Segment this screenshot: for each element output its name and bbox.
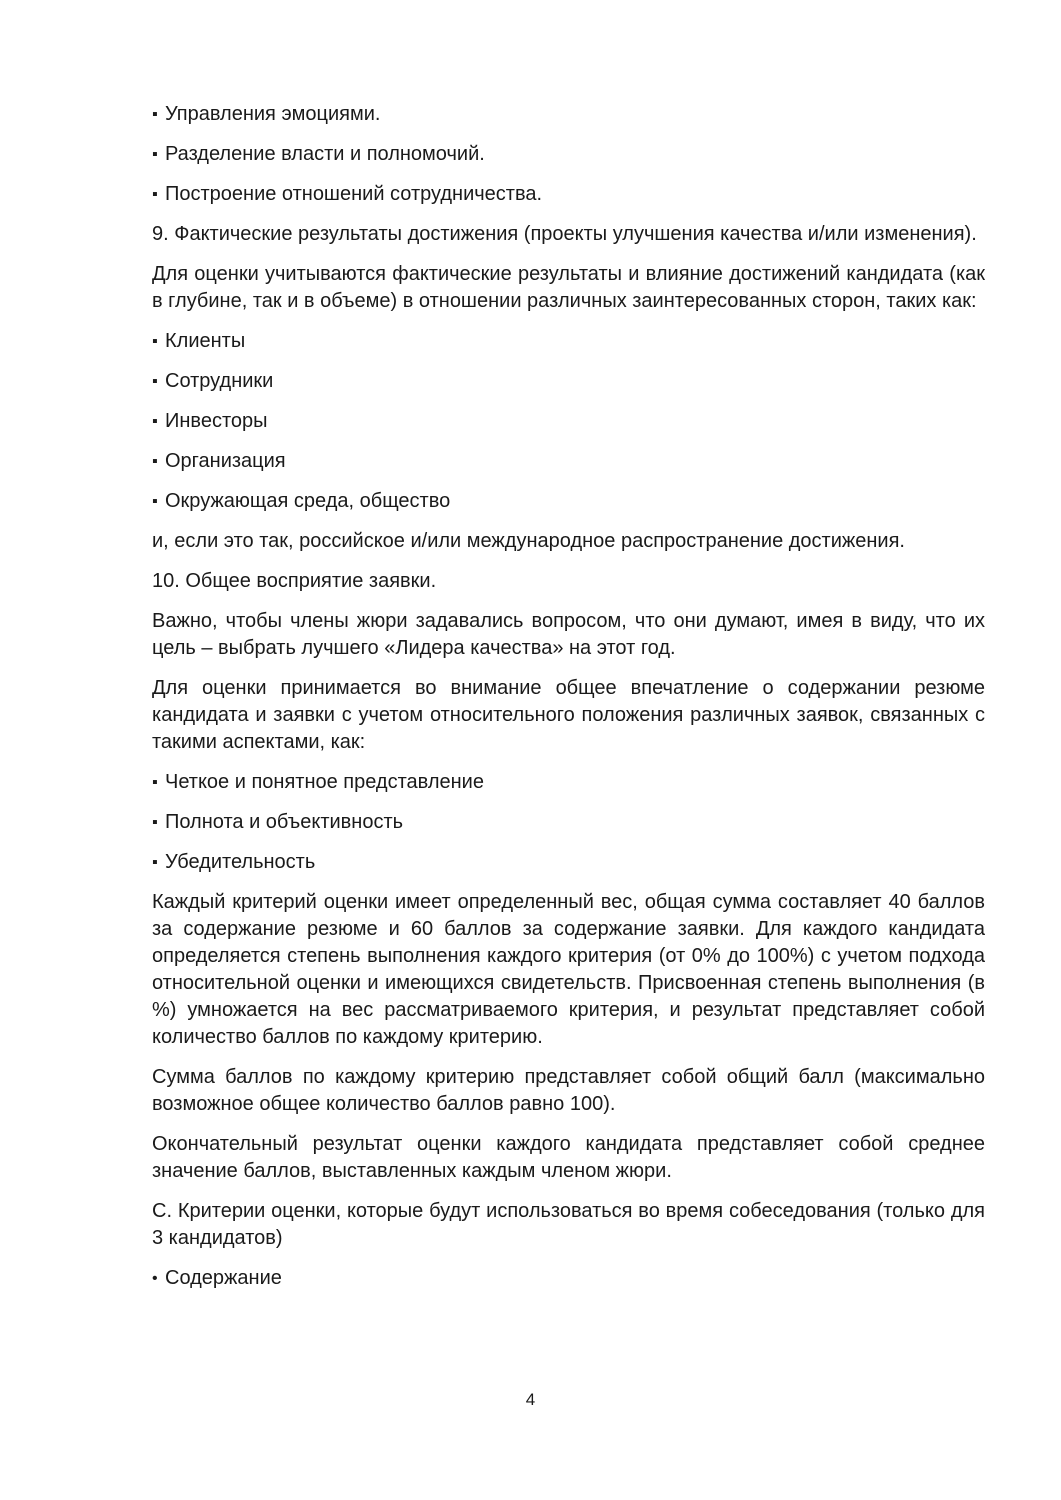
- section-heading-9: 9. Фактические результаты достижения (проекты улучшения качества и/или изменения).: [152, 223, 977, 245]
- bullet-marker: •: [152, 1270, 158, 1287]
- bullet-text: Содержание: [165, 1267, 282, 1289]
- bullet-item: [152, 769, 985, 796]
- bullet-text: Окружающая среда, общество: [165, 490, 451, 512]
- bullet-item: [152, 141, 985, 168]
- bullet-text: Разделение власти и полномочий.: [165, 143, 485, 165]
- bullet-marker: ▪: [152, 453, 158, 470]
- bullet-text: Организация: [165, 450, 286, 472]
- bullet-marker: ▪: [152, 413, 158, 430]
- bullet-item: [152, 488, 985, 515]
- page-body: [152, 101, 985, 1305]
- bullet-text: Убедительность: [165, 851, 316, 873]
- bullet-marker: ▪: [152, 186, 158, 203]
- paragraph: Каждый критерий оценки имеет определенный вес, общая сумма составляет 40 баллов за содержание резюме и 60 баллов за содержание заявки. Для каждого кандидата определяется степень выполнения каждого критерия (от 0% до 100%) с учетом подхода относительной оценки и имеющихся свидетельств. Присвоенная степень выполнения (в %) умножается на вес рассматриваемого критерия, и результат представляет собой количество баллов по каждому критерию.: [152, 891, 985, 1048]
- bullet-item: [152, 181, 985, 208]
- bullet-marker: ▪: [152, 493, 158, 510]
- bullet-marker: ▪: [152, 814, 158, 831]
- section-heading-10: 10. Общее восприятие заявки.: [152, 570, 437, 592]
- bullet-marker: ▪: [152, 106, 158, 123]
- bullet-item: [152, 849, 985, 876]
- page-number: 4: [525, 1390, 536, 1409]
- bullet-marker: ▪: [152, 774, 158, 791]
- paragraph: Для оценки учитываются фактические результаты и влияние достижений кандидата (как в глубине, так и в объеме) в отношении различных заинтересованных сторон, таких как:: [152, 263, 985, 312]
- paragraph: Важно, чтобы члены жюри задавались вопросом, что они думают, имея в виду, что их цель – выбрать лучшего «Лидера качества» на этот год.: [152, 610, 985, 659]
- bullet-marker: ▪: [152, 333, 158, 350]
- bullet-item: [152, 1265, 985, 1292]
- paragraph: Для оценки принимается во внимание общее впечатление о содержании резюме кандидата и заявки с учетом относительного положения различных заявок, связанных с такими аспектами, как:: [152, 677, 985, 753]
- bullet-item: [152, 368, 985, 395]
- bullet-item: [152, 448, 985, 475]
- bullet-item: [152, 101, 985, 128]
- section-heading-c: С. Критерии оценки, которые будут использоваться во время собеседования (только для 3 кандидатов): [152, 1200, 985, 1249]
- bullet-marker: ▪: [152, 854, 158, 871]
- bullet-text: Клиенты: [165, 330, 246, 352]
- bullet-text: Четкое и понятное представление: [165, 771, 484, 793]
- bullet-text: Инвесторы: [165, 410, 268, 432]
- bullet-text: Построение отношений сотрудничества.: [165, 183, 543, 205]
- paragraph: Сумма баллов по каждому критерию представляет собой общий балл (максимально возможное общее количество баллов равно 100).: [152, 1066, 985, 1115]
- paragraph: и, если это так, российское и/или международное распространение достижения.: [152, 530, 905, 552]
- paragraph: Окончательный результат оценки каждого кандидата представляет собой среднее значение баллов, выставленных каждым членом жюри.: [152, 1133, 985, 1182]
- bullet-text: Управления эмоциями.: [165, 103, 381, 125]
- bullet-item: [152, 809, 985, 836]
- bullet-item: [152, 328, 985, 355]
- bullet-text: Сотрудники: [165, 370, 274, 392]
- bullet-marker: ▪: [152, 373, 158, 390]
- bullet-text: Полнота и объективность: [165, 811, 404, 833]
- bullet-marker: ▪: [152, 146, 158, 163]
- bullet-item: [152, 408, 985, 435]
